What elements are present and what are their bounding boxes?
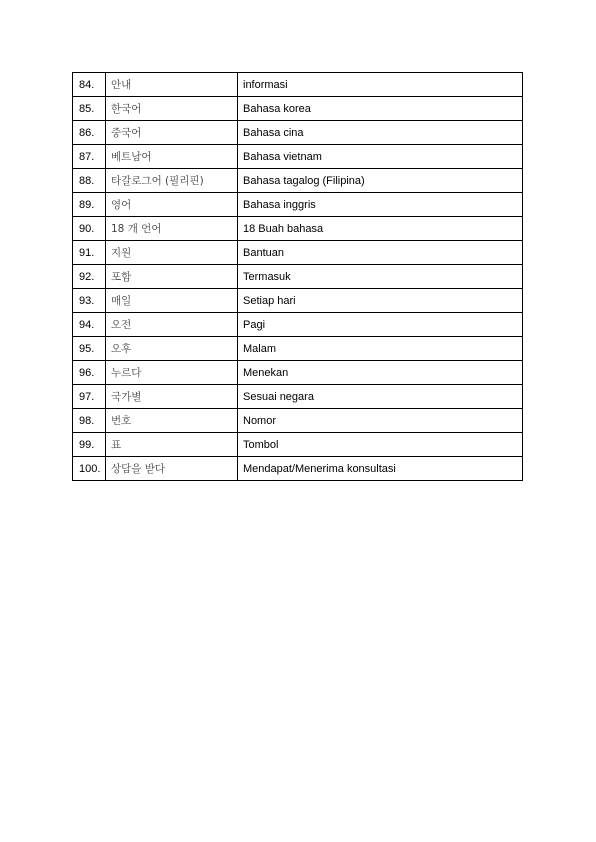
row-number: 85. xyxy=(73,97,106,121)
row-number: 96. xyxy=(73,361,106,385)
table-row xyxy=(73,217,523,241)
row-number: 87. xyxy=(73,145,106,169)
row-number: 92. xyxy=(73,265,106,289)
table-row xyxy=(73,409,523,433)
table-row xyxy=(73,169,523,193)
korean-term: 타갈로그어 (필리핀) xyxy=(106,169,238,193)
korean-term: 안내 xyxy=(106,73,238,97)
korean-term: 베트남어 xyxy=(106,145,238,169)
row-number: 97. xyxy=(73,385,106,409)
indonesian-translation: Bahasa inggris xyxy=(238,193,523,217)
row-number: 93. xyxy=(73,289,106,313)
korean-term: 누르다 xyxy=(106,361,238,385)
indonesian-translation: Bahasa tagalog (Filipina) xyxy=(238,169,523,193)
table-row xyxy=(73,361,523,385)
table-row xyxy=(73,313,523,337)
indonesian-translation: 18 Buah bahasa xyxy=(238,217,523,241)
table-row xyxy=(73,73,523,97)
table-row xyxy=(73,385,523,409)
korean-term: 국가별 xyxy=(106,385,238,409)
table-row xyxy=(73,433,523,457)
indonesian-translation: Nomor xyxy=(238,409,523,433)
table-row xyxy=(73,121,523,145)
row-number: 89. xyxy=(73,193,106,217)
korean-term: 포함 xyxy=(106,265,238,289)
row-number: 95. xyxy=(73,337,106,361)
indonesian-translation: Bahasa vietnam xyxy=(238,145,523,169)
row-number: 86. xyxy=(73,121,106,145)
korean-term: 영어 xyxy=(106,193,238,217)
korean-term: 18 개 언어 xyxy=(106,217,238,241)
table-row xyxy=(73,241,523,265)
row-number: 94. xyxy=(73,313,106,337)
indonesian-translation: Bantuan xyxy=(238,241,523,265)
korean-term: 중국어 xyxy=(106,121,238,145)
row-number: 84. xyxy=(73,73,106,97)
table-row xyxy=(73,97,523,121)
row-number: 98. xyxy=(73,409,106,433)
row-number: 100. xyxy=(73,457,106,481)
indonesian-translation: Malam xyxy=(238,337,523,361)
indonesian-translation: informasi xyxy=(238,73,523,97)
indonesian-translation: Bahasa korea xyxy=(238,97,523,121)
indonesian-translation: Sesuai negara xyxy=(238,385,523,409)
row-number: 99. xyxy=(73,433,106,457)
indonesian-translation: Menekan xyxy=(238,361,523,385)
korean-term: 상담을 받다 xyxy=(106,457,238,481)
table-row xyxy=(73,265,523,289)
korean-term: 번호 xyxy=(106,409,238,433)
row-number: 90. xyxy=(73,217,106,241)
table-row xyxy=(73,145,523,169)
korean-term: 매일 xyxy=(106,289,238,313)
table-row xyxy=(73,289,523,313)
korean-term: 표 xyxy=(106,433,238,457)
vocabulary-table xyxy=(72,72,523,481)
vocabulary-table-body xyxy=(73,73,523,481)
korean-term: 오후 xyxy=(106,337,238,361)
indonesian-translation: Termasuk xyxy=(238,265,523,289)
table-row xyxy=(73,457,523,481)
indonesian-translation: Tombol xyxy=(238,433,523,457)
row-number: 88. xyxy=(73,169,106,193)
indonesian-translation: Bahasa cina xyxy=(238,121,523,145)
korean-term: 지원 xyxy=(106,241,238,265)
indonesian-translation: Mendapat/Menerima konsultasi xyxy=(238,457,523,481)
indonesian-translation: Pagi xyxy=(238,313,523,337)
korean-term: 한국어 xyxy=(106,97,238,121)
indonesian-translation: Setiap hari xyxy=(238,289,523,313)
korean-term: 오전 xyxy=(106,313,238,337)
row-number: 91. xyxy=(73,241,106,265)
table-row xyxy=(73,337,523,361)
table-row xyxy=(73,193,523,217)
